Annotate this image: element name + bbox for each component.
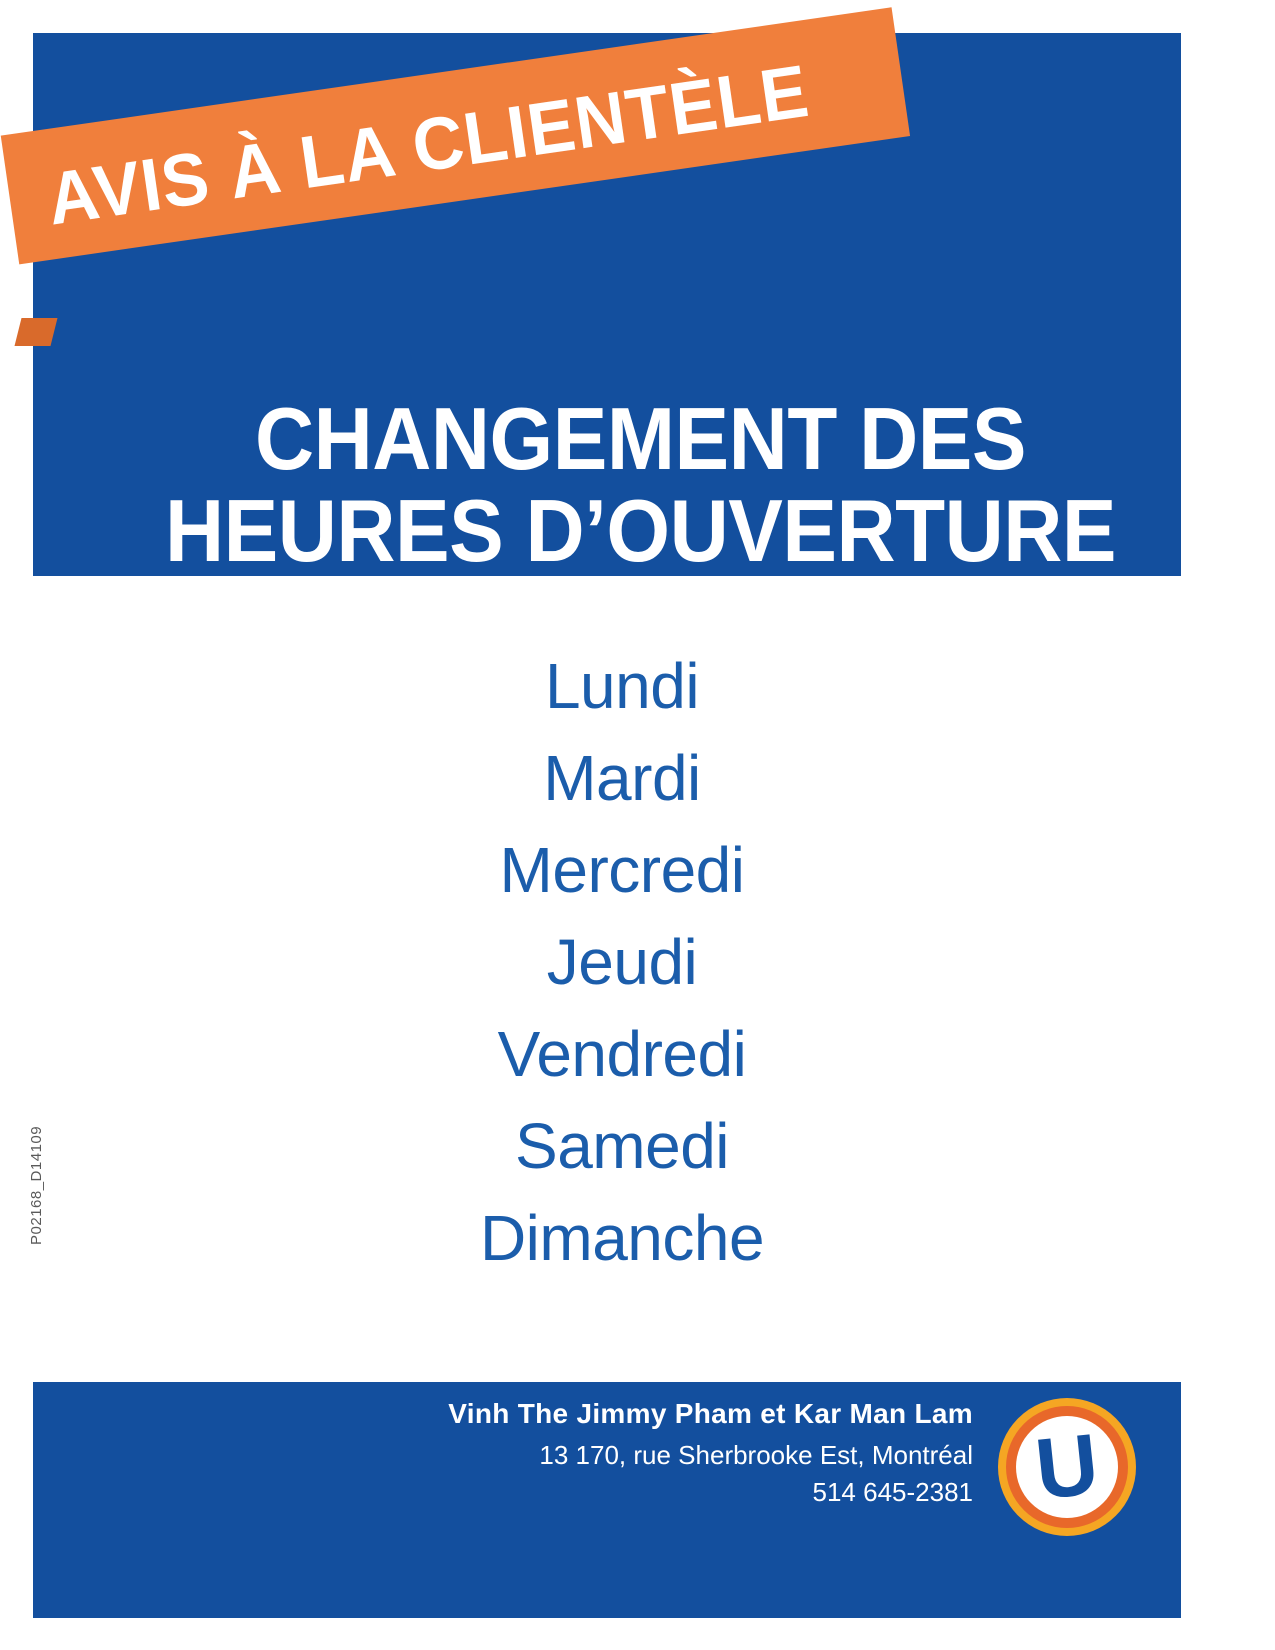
list-item: Mardi	[543, 742, 701, 814]
page-title-line-1: CHANGEMENT DES	[254, 389, 1026, 488]
ribbon-fold	[15, 318, 58, 346]
document-code: P02168_D14109	[28, 1125, 45, 1245]
page-title	[93, 389, 1188, 580]
list-item: Lundi	[544, 650, 700, 722]
brand-logo	[998, 1398, 1136, 1536]
store-address: 13 170, rue Sherbrooke Est, Montréal	[539, 1440, 973, 1470]
store-phone: 514 645-2381	[812, 1477, 973, 1507]
notice-ribbon	[0, 48, 920, 365]
page-title-line-2: HEURES D’OUVERTURE	[164, 481, 1117, 580]
list-item: Jeudi	[546, 926, 698, 998]
merchant-name: Vinh The Jimmy Pham et Kar Man Lam	[448, 1398, 973, 1429]
logo-letter-u: U	[1031, 1416, 1103, 1518]
opening-days-list	[33, 640, 1181, 1284]
list-item: Mercredi	[499, 834, 745, 906]
footer-contact-block	[33, 1398, 983, 1508]
ribbon-label: AVIS À LA CLIENTÈLE	[42, 48, 814, 241]
list-item: Samedi	[515, 1110, 729, 1182]
list-item: Dimanche	[479, 1202, 765, 1274]
list-item: Vendredi	[497, 1018, 747, 1090]
